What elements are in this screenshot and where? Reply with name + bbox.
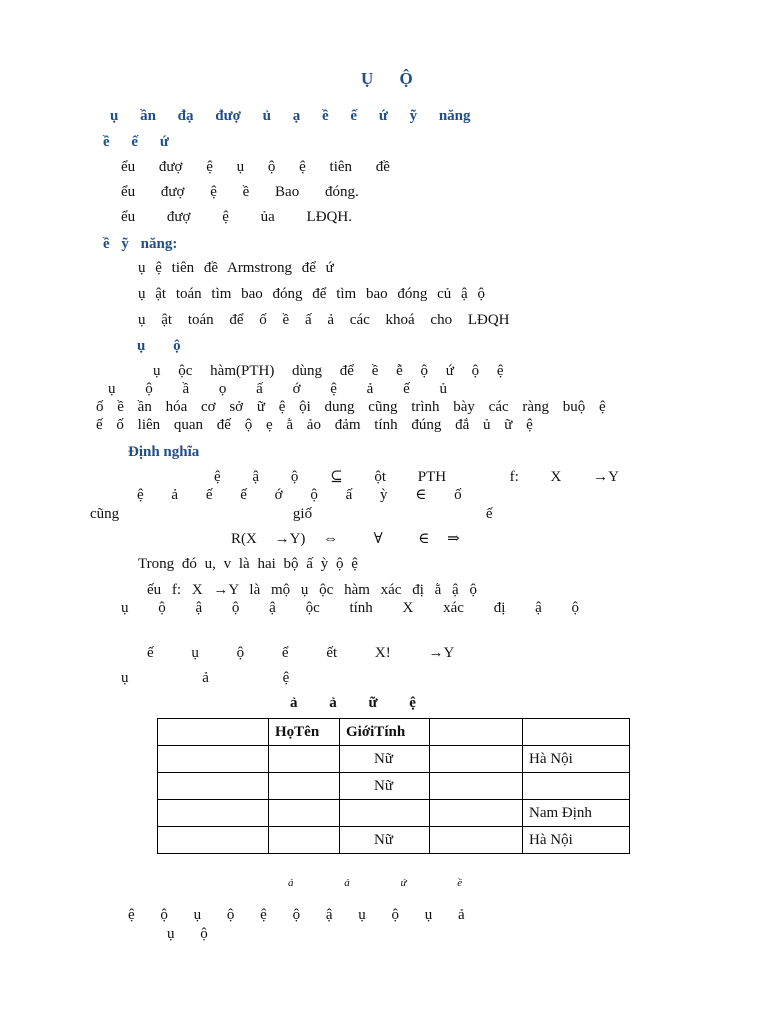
definition-where: Trong đó u, v là hai bộ ấ ỳ ộ ệ [138, 556, 358, 572]
table-cell: Hà Nội [523, 746, 630, 773]
table-caption: ả ả ữ ệ [290, 695, 416, 711]
skills-item-1: ụ ệ tiên đề Armstrong để ứ [138, 260, 334, 276]
skills-item-2: ụ ật toán tìm bao đóng để tìm bao đóng củ ậ ộ [138, 286, 485, 302]
knowledge-heading: ề ế ứ [103, 134, 169, 150]
table-header-row [158, 719, 630, 746]
knowledge-item-1: ểu đượ ệ ụ ộ ệ tiên đề [121, 159, 390, 175]
table-cell [269, 827, 340, 854]
table-row [158, 827, 630, 854]
example-line: ụ ả ệ [121, 670, 290, 686]
table-header-cell [523, 719, 630, 746]
table-cell [158, 746, 269, 773]
table-cell [340, 800, 430, 827]
knowledge-item-2: ểu đượ ệ ề Bao đóng. [121, 184, 359, 200]
definition-note-1: ếu f: X →Y là mộ ụ ộc hàm xác đị ằ ậ ộ [147, 582, 477, 598]
table-cell: Nữ [340, 773, 430, 800]
table-cell [158, 827, 269, 854]
table-cell [158, 773, 269, 800]
table-row [158, 773, 630, 800]
skills-heading: ề ỹ năng: [103, 236, 178, 252]
table-header-cell: HọTên [269, 719, 340, 746]
table-footnote: ả ả ứ ề [288, 877, 463, 889]
table-header-cell [158, 719, 269, 746]
definition-line-3: cũng giố ế [90, 506, 493, 522]
section-heading: ụ ộ [137, 338, 181, 354]
table-cell: Hà Nội [523, 827, 630, 854]
intro-line-1: ụ ộc hàm(PTH) dùng để ề ễ ộ ứ ộ ệ [153, 363, 504, 379]
table-header-cell [430, 719, 523, 746]
table-header-cell: GiớiTính [340, 719, 430, 746]
intro-line-4: ế ố liên quan đế ộ ẹ ằ ảo đảm tính đúng đắ ủ ữ ệ [96, 417, 533, 433]
intro-line-2: ụ ộ ầ ọ ấ ớ ệ ả ế ủ [108, 381, 447, 397]
table-row [158, 746, 630, 773]
table-cell: Nữ [340, 827, 430, 854]
definition-line-1: ệ ậ ộ ⊆ ột PTH f: X →Y [214, 469, 619, 485]
bottom-line-1: ệ ộ ụ ộ ệ ộ ậ ụ ộ ụ ả [128, 907, 465, 923]
definition-note-2: ụ ộ ậ ộ ậ ộc tính X xác đị ậ ộ [121, 600, 580, 616]
objectives-heading: ụ ần đạ đượ ủ ạ ề ế ứ ỹ năng [110, 108, 471, 124]
definition-heading: Định nghĩa [128, 444, 200, 460]
intro-line-3: ố ề ần hóa cơ sở ữ ệ ội dung cũng trình bày các ràng buộ ệ [96, 399, 606, 415]
bottom-line-2: ụ ộ [167, 926, 208, 942]
table-cell [430, 827, 523, 854]
table-cell [269, 800, 340, 827]
knowledge-item-3: ểu đượ ệ ủa LĐQH. [121, 209, 352, 225]
table-cell [269, 773, 340, 800]
table-cell [430, 746, 523, 773]
skills-item-3: ụ ật toán để ố ề ấ ả các khoá cho LĐQH [138, 312, 510, 328]
data-table [157, 718, 630, 854]
table-cell [269, 746, 340, 773]
definition-line-2: ệ ả ế ế ớ ộ ấ ỳ ∈ ố [137, 487, 462, 503]
table-row [158, 800, 630, 827]
table-cell [430, 800, 523, 827]
table-cell: Nữ [340, 746, 430, 773]
table-cell [430, 773, 523, 800]
definition-formula: R(X →Y) ⇔ ∀ ∈ ⇒ [231, 531, 460, 547]
table-cell: Nam Định [523, 800, 630, 827]
definition-note-3: ế ụ ộ ể ết X! →Y [147, 645, 455, 661]
table-cell [158, 800, 269, 827]
page-title: Ụ Ộ [361, 69, 413, 88]
table-cell [523, 773, 630, 800]
